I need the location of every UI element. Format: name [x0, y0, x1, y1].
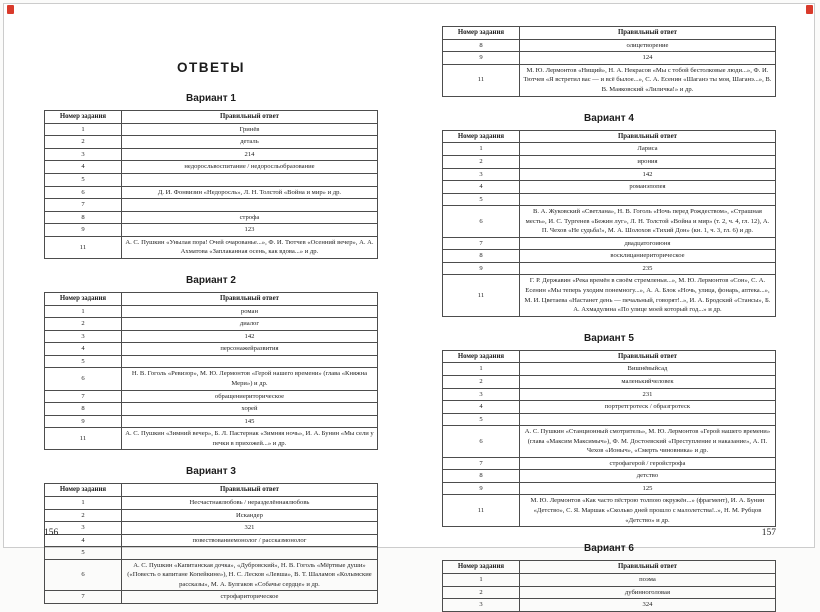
- answer-row: [45, 305, 378, 318]
- answer-row: [443, 376, 776, 389]
- task-number-cell: 2: [443, 155, 520, 168]
- task-number-cell: 11: [45, 428, 122, 450]
- answer-cell: строфариторическое: [121, 591, 377, 604]
- task-number-cell: 3: [443, 599, 520, 612]
- task-number-cell: 7: [45, 390, 122, 403]
- answer-row: [45, 211, 378, 224]
- answer-cell: А. С. Пушкин «Станционный смотритель», М. Ю. Лермонтов «Герой нашего времени» (глава «Максим Максимыч»), Ф. М. Достоевский «Преступление и наказание», А. П. Чехов «Ионыч», «Смерть чиновника» и др.: [519, 426, 775, 458]
- answer-cell: романэпопея: [519, 181, 775, 194]
- answer-row: [45, 415, 378, 428]
- task-number-cell: 4: [45, 161, 122, 174]
- answer-row: [45, 136, 378, 149]
- answer-row: [45, 123, 378, 136]
- answer-row: [45, 161, 378, 174]
- col-header-task-number: Номер задания: [45, 292, 122, 305]
- answer-row: [45, 497, 378, 510]
- answer-row: [45, 224, 378, 237]
- answer-cell: [121, 547, 377, 560]
- task-number-cell: 9: [443, 262, 520, 275]
- answer-row: [443, 181, 776, 194]
- task-number-cell: 8: [443, 470, 520, 483]
- table-header-row: [443, 561, 776, 574]
- answer-row: [45, 174, 378, 187]
- variant-3-heading: Вариант 3: [186, 466, 236, 478]
- answer-cell: недоросльвоспитание / недоросльобразование: [121, 161, 377, 174]
- answer-cell: А. С. Пушкин «Капитанская дочка», «Дубровский», Н. В. Гоголь «Мёртвые души» («Повесть о капитане Копейкине»), Н. С. Лесков «Левша», В. Т. Шаламов «Колымские рассказы», М. А. Булгаков «Собачье сердце» и др.: [121, 559, 377, 591]
- answer-row: [443, 599, 776, 612]
- answer-row: [45, 390, 378, 403]
- answer-cell: 125: [519, 482, 775, 495]
- answer-row: [443, 482, 776, 495]
- task-number-cell: 1: [443, 143, 520, 156]
- task-number-cell: 5: [443, 193, 520, 206]
- task-number-cell: 3: [45, 522, 122, 535]
- col-header-correct-answer: Правильный ответ: [121, 111, 377, 124]
- answer-row: [443, 388, 776, 401]
- task-number-cell: 11: [443, 495, 520, 527]
- task-number-cell: 4: [443, 401, 520, 414]
- task-number-cell: 8: [443, 250, 520, 263]
- answer-row: [45, 236, 378, 258]
- answer-row: [443, 250, 776, 263]
- col-header-task-number: Номер задания: [45, 484, 122, 497]
- task-number-cell: 8: [443, 39, 520, 52]
- answer-row: [443, 413, 776, 426]
- variant-4-table: [442, 130, 776, 317]
- variant-6-heading: Вариант 6: [584, 543, 634, 555]
- col-header-task-number: Номер задания: [443, 27, 520, 40]
- answer-row: [45, 522, 378, 535]
- task-number-cell: 2: [45, 509, 122, 522]
- answer-cell: 231: [519, 388, 775, 401]
- task-number-cell: 6: [45, 368, 122, 390]
- answer-cell: [519, 193, 775, 206]
- answer-cell: повествованиемонолог / рассказмонолог: [121, 534, 377, 547]
- answer-row: [443, 470, 776, 483]
- col-header-task-number: Номер задания: [443, 130, 520, 143]
- answer-cell: Д. И. Фонвизин «Недоросль», Л. Н. Толстой «Война и мир» и др.: [121, 186, 377, 199]
- answer-row: [45, 330, 378, 343]
- answer-cell: А. С. Пушкин «Унылая пора! Очей очарованье...», Ф. И. Тютчев «Осенний вечер», А. А. Ахматова «Заплаканная осень, как вдова...» и др.: [121, 236, 377, 258]
- task-number-cell: 5: [443, 413, 520, 426]
- task-number-cell: 2: [45, 318, 122, 331]
- variant-1-heading: Вариант 1: [186, 93, 236, 104]
- answer-cell: маленькийчеловек: [519, 376, 775, 389]
- variant-2-heading: Вариант 2: [186, 274, 236, 286]
- answer-row: [45, 368, 378, 390]
- col-header-correct-answer: Правильный ответ: [519, 27, 775, 40]
- answer-cell: Искандер: [121, 509, 377, 522]
- task-number-cell: 5: [45, 355, 122, 368]
- answer-row: [443, 457, 776, 470]
- col-header-correct-answer: Правильный ответ: [121, 484, 377, 497]
- task-number-cell: 4: [45, 343, 122, 356]
- answer-cell: Гринёв: [121, 123, 377, 136]
- answer-cell: портретгротеск / образгротеск: [519, 401, 775, 414]
- table-header-row: [45, 111, 378, 124]
- answer-cell: Вишнёвыйсад: [519, 363, 775, 376]
- task-number-cell: 5: [45, 174, 122, 187]
- task-number-cell: 11: [443, 275, 520, 316]
- answer-row: [443, 401, 776, 414]
- table-header-row: [443, 130, 776, 143]
- task-number-cell: 2: [443, 376, 520, 389]
- answer-row: [443, 52, 776, 65]
- task-number-cell: 4: [443, 181, 520, 194]
- answer-cell: 214: [121, 148, 377, 161]
- page-number-left: 156: [44, 528, 59, 538]
- table-header-row: [45, 292, 378, 305]
- answer-cell: [519, 413, 775, 426]
- col-header-task-number: Номер задания: [45, 111, 122, 124]
- task-number-cell: 11: [443, 64, 520, 96]
- answer-row: [45, 428, 378, 450]
- answer-cell: 321: [121, 522, 377, 535]
- task-number-cell: 6: [443, 206, 520, 238]
- answer-cell: Несчастнаялюбовь / неразделённаялюбовь: [121, 497, 377, 510]
- task-number-cell: 3: [45, 330, 122, 343]
- answer-row: [443, 237, 776, 250]
- task-number-cell: 1: [45, 123, 122, 136]
- answer-cell: строфагерой / геройстрофа: [519, 457, 775, 470]
- answer-row: [443, 193, 776, 206]
- variant-6-table: [442, 560, 776, 611]
- variant-3-continuation-table: [442, 26, 776, 97]
- variant-4-heading: Вариант 4: [584, 112, 634, 124]
- task-number-cell: 6: [45, 186, 122, 199]
- answer-row: [443, 495, 776, 527]
- answer-cell: [121, 199, 377, 212]
- answer-row: [443, 155, 776, 168]
- page-right: [442, 0, 776, 612]
- answer-row: [443, 143, 776, 156]
- page-left: [44, 0, 378, 604]
- answer-row: [443, 168, 776, 181]
- task-number-cell: 7: [443, 237, 520, 250]
- task-number-cell: 3: [443, 168, 520, 181]
- answer-cell: деталь: [121, 136, 377, 149]
- table-header-row: [443, 350, 776, 363]
- task-number-cell: 1: [45, 497, 122, 510]
- answer-cell: [121, 174, 377, 187]
- task-number-cell: 7: [45, 199, 122, 212]
- answer-row: [443, 64, 776, 96]
- answer-cell: детство: [519, 470, 775, 483]
- task-number-cell: 2: [443, 586, 520, 599]
- answer-cell: 124: [519, 52, 775, 65]
- answer-row: [443, 573, 776, 586]
- task-number-cell: 1: [443, 573, 520, 586]
- answer-cell: восклицаниериторическое: [519, 250, 775, 263]
- answer-row: [443, 363, 776, 376]
- answer-cell: 123: [121, 224, 377, 237]
- table-header-row: [45, 484, 378, 497]
- answer-cell: 324: [519, 599, 775, 612]
- answer-cell: 235: [519, 262, 775, 275]
- answer-cell: диалог: [121, 318, 377, 331]
- answer-row: [45, 186, 378, 199]
- col-header-correct-answer: Правильный ответ: [519, 130, 775, 143]
- table-header-row: [443, 27, 776, 40]
- answer-cell: А. С. Пушкин «Зимний вечер», Б. Л. Пастернак «Зимняя ночь», И. А. Бунин «Мы сели у печки в прихожей...» и др.: [121, 428, 377, 450]
- answer-cell: М. Ю. Лермонтов «Как часто пёстрою толпою окружён...» (фрагмент), И. А. Бунин «Детство», С. Я. Маршак «Сколько дней прошло с малолетства!..», Н. М. Рубцов «Детство» и др.: [519, 495, 775, 527]
- answer-row: [45, 559, 378, 591]
- answer-row: [45, 547, 378, 560]
- answer-row: [45, 343, 378, 356]
- answer-cell: Н. В. Гоголь «Ревизор», М. Ю. Лермонтов «Герой нашего времени» (глава «Княжна Мери») и др.: [121, 368, 377, 390]
- answer-row: [45, 509, 378, 522]
- task-number-cell: 1: [443, 363, 520, 376]
- answer-cell: обращениериторическое: [121, 390, 377, 403]
- task-number-cell: 6: [443, 426, 520, 458]
- answers-title: ОТВЕТЫ: [177, 60, 245, 75]
- variant-1-table: [44, 110, 378, 259]
- task-number-cell: 9: [45, 415, 122, 428]
- task-number-cell: 9: [443, 482, 520, 495]
- answer-cell: двадцатогоиюня: [519, 237, 775, 250]
- answer-cell: 142: [519, 168, 775, 181]
- task-number-cell: 2: [45, 136, 122, 149]
- answer-cell: Г. Р. Державин «Река времён в своём стремленьи...», М. Ю. Лермонтов «Сон», С. А. Есенин «Мы теперь уходим понемногу...», А. А. Блок «Ночь, улица, фонарь, аптека...», М. И. Цветаева «Настанет день — печальный, говорят!..», И. А. Бродский «Стансы», Б. А. Ахмадулина «По улице моей который год...» и др.: [519, 275, 775, 316]
- answer-cell: М. Ю. Лермонтов «Нищий», Н. А. Некрасов «Мы с тобой бестолковые люди...», Ф. И. Тютчев «Я встретил вас — и всё былое...», С. А. Есенин «Шаганэ ты моя, Шаганэ...», В. В. Маяковский «Лиличка!» и др.: [519, 64, 775, 96]
- answer-cell: 145: [121, 415, 377, 428]
- task-number-cell: 3: [443, 388, 520, 401]
- task-number-cell: 11: [45, 236, 122, 258]
- task-number-cell: 6: [45, 559, 122, 591]
- task-number-cell: 9: [443, 52, 520, 65]
- col-header-task-number: Номер задания: [443, 561, 520, 574]
- answer-cell: поэма: [519, 573, 775, 586]
- answer-cell: В. А. Жуковский «Светлана», Н. В. Гоголь «Ночь перед Рождеством», «Страшная месть», И. С. Тургенев «Бежин луг», Л. Н. Толстой «Война и мир» (т. 2, ч. 4, гл. 12), А. П. Чехов «Не судьба!», М. А. Шолохов «Тихий Дон» (кн. 1, ч. 3, гл. 6) и др.: [519, 206, 775, 238]
- answer-row: [443, 586, 776, 599]
- col-header-correct-answer: Правильный ответ: [519, 350, 775, 363]
- variant-2-table: [44, 292, 378, 450]
- answer-cell: персонажейразвития: [121, 343, 377, 356]
- red-corner-mark-right: [806, 5, 813, 14]
- task-number-cell: 3: [45, 148, 122, 161]
- answer-row: [45, 148, 378, 161]
- task-number-cell: 4: [45, 534, 122, 547]
- col-header-task-number: Номер задания: [443, 350, 520, 363]
- answer-cell: строфа: [121, 211, 377, 224]
- answer-cell: ирония: [519, 155, 775, 168]
- task-number-cell: 9: [45, 224, 122, 237]
- answer-row: [443, 426, 776, 458]
- answer-row: [443, 206, 776, 238]
- answer-row: [45, 199, 378, 212]
- answer-cell: хорей: [121, 403, 377, 416]
- answer-cell: дубинноголовая: [519, 586, 775, 599]
- answer-row: [45, 318, 378, 331]
- col-header-correct-answer: Правильный ответ: [121, 292, 377, 305]
- answer-cell: 142: [121, 330, 377, 343]
- variant-5-heading: Вариант 5: [584, 332, 634, 344]
- answer-row: [45, 591, 378, 604]
- answer-cell: роман: [121, 305, 377, 318]
- answer-row: [45, 403, 378, 416]
- task-number-cell: 7: [45, 591, 122, 604]
- answer-row: [443, 262, 776, 275]
- task-number-cell: 1: [45, 305, 122, 318]
- red-corner-mark-left: [7, 5, 14, 14]
- page-number-right: 157: [761, 528, 776, 538]
- task-number-cell: 8: [45, 211, 122, 224]
- variant-5-table: [442, 350, 776, 528]
- answer-row: [45, 355, 378, 368]
- task-number-cell: 5: [45, 547, 122, 560]
- answer-row: [443, 39, 776, 52]
- task-number-cell: 8: [45, 403, 122, 416]
- variant-3-table: [44, 483, 378, 604]
- answer-cell: олицетворение: [519, 39, 775, 52]
- col-header-correct-answer: Правильный ответ: [519, 561, 775, 574]
- answer-cell: [121, 355, 377, 368]
- answer-row: [45, 534, 378, 547]
- answer-row: [443, 275, 776, 316]
- answer-cell: Лариса: [519, 143, 775, 156]
- task-number-cell: 7: [443, 457, 520, 470]
